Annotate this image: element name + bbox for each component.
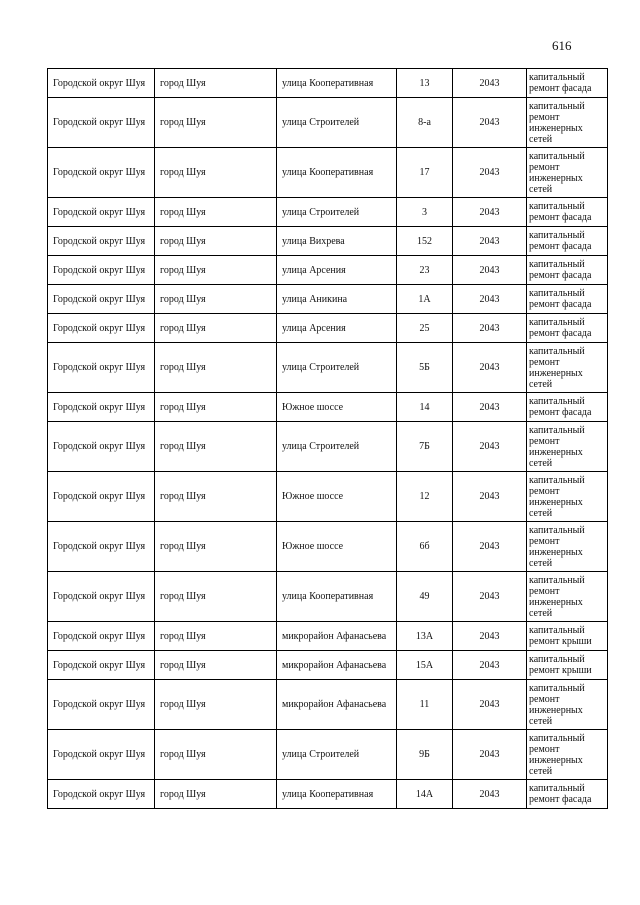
city-cell: город Шуя bbox=[155, 522, 277, 572]
table-row bbox=[48, 343, 608, 393]
table-row bbox=[48, 227, 608, 256]
table-row bbox=[48, 572, 608, 622]
table-row bbox=[48, 680, 608, 730]
table-body bbox=[48, 69, 608, 809]
house-number-cell: 5Б bbox=[397, 343, 453, 393]
street-cell: улица Кооперативная bbox=[277, 780, 397, 809]
year-cell: 2043 bbox=[453, 69, 527, 98]
year-cell: 2043 bbox=[453, 422, 527, 472]
district-cell: Городской округ Шуя bbox=[48, 148, 155, 198]
table-row bbox=[48, 522, 608, 572]
house-number-cell: 15А bbox=[397, 651, 453, 680]
district-cell: Городской округ Шуя bbox=[48, 422, 155, 472]
street-cell: улица Строителей bbox=[277, 422, 397, 472]
repair-schedule-table bbox=[47, 68, 608, 809]
table-row bbox=[48, 651, 608, 680]
street-cell: улица Кооперативная bbox=[277, 148, 397, 198]
table-row bbox=[48, 285, 608, 314]
district-cell: Городской округ Шуя bbox=[48, 393, 155, 422]
house-number-cell: 1А bbox=[397, 285, 453, 314]
district-cell: Городской округ Шуя bbox=[48, 98, 155, 148]
street-cell: улица Арсения bbox=[277, 256, 397, 285]
table-row bbox=[48, 256, 608, 285]
city-cell: город Шуя bbox=[155, 730, 277, 780]
house-number-cell: 17 bbox=[397, 148, 453, 198]
work-type-cell: капитальный ремонт инженерных сетей bbox=[527, 572, 608, 622]
district-cell: Городской округ Шуя bbox=[48, 343, 155, 393]
table-row bbox=[48, 393, 608, 422]
district-cell: Городской округ Шуя bbox=[48, 622, 155, 651]
street-cell: улица Арсения bbox=[277, 314, 397, 343]
work-type-cell: капитальный ремонт фасада bbox=[527, 285, 608, 314]
house-number-cell: 152 bbox=[397, 227, 453, 256]
work-type-cell: капитальный ремонт инженерных сетей bbox=[527, 98, 608, 148]
year-cell: 2043 bbox=[453, 522, 527, 572]
street-cell: микрорайон Афанасьева bbox=[277, 651, 397, 680]
table-row bbox=[48, 198, 608, 227]
table-row bbox=[48, 730, 608, 780]
year-cell: 2043 bbox=[453, 680, 527, 730]
street-cell: улица Строителей bbox=[277, 730, 397, 780]
work-type-cell: капитальный ремонт инженерных сетей bbox=[527, 730, 608, 780]
year-cell: 2043 bbox=[453, 622, 527, 651]
year-cell: 2043 bbox=[453, 148, 527, 198]
house-number-cell: 12 bbox=[397, 472, 453, 522]
city-cell: город Шуя bbox=[155, 285, 277, 314]
street-cell: улица Строителей bbox=[277, 98, 397, 148]
city-cell: город Шуя bbox=[155, 472, 277, 522]
house-number-cell: 3 bbox=[397, 198, 453, 227]
work-type-cell: капитальный ремонт крыши bbox=[527, 651, 608, 680]
work-type-cell: капитальный ремонт фасада bbox=[527, 393, 608, 422]
city-cell: город Шуя bbox=[155, 393, 277, 422]
house-number-cell: 9Б bbox=[397, 730, 453, 780]
work-type-cell: капитальный ремонт инженерных сетей bbox=[527, 343, 608, 393]
district-cell: Городской округ Шуя bbox=[48, 285, 155, 314]
district-cell: Городской округ Шуя bbox=[48, 572, 155, 622]
year-cell: 2043 bbox=[453, 472, 527, 522]
work-type-cell: капитальный ремонт фасада bbox=[527, 69, 608, 98]
table-row bbox=[48, 314, 608, 343]
city-cell: город Шуя bbox=[155, 314, 277, 343]
house-number-cell: 6б bbox=[397, 522, 453, 572]
district-cell: Городской округ Шуя bbox=[48, 472, 155, 522]
city-cell: город Шуя bbox=[155, 572, 277, 622]
year-cell: 2043 bbox=[453, 343, 527, 393]
city-cell: город Шуя bbox=[155, 680, 277, 730]
work-type-cell: капитальный ремонт фасада bbox=[527, 227, 608, 256]
house-number-cell: 11 bbox=[397, 680, 453, 730]
city-cell: город Шуя bbox=[155, 651, 277, 680]
district-cell: Городской округ Шуя bbox=[48, 651, 155, 680]
district-cell: Городской округ Шуя bbox=[48, 314, 155, 343]
street-cell: улица Кооперативная bbox=[277, 572, 397, 622]
city-cell: город Шуя bbox=[155, 148, 277, 198]
year-cell: 2043 bbox=[453, 256, 527, 285]
table-row bbox=[48, 98, 608, 148]
year-cell: 2043 bbox=[453, 98, 527, 148]
house-number-cell: 49 bbox=[397, 572, 453, 622]
district-cell: Городской округ Шуя bbox=[48, 522, 155, 572]
street-cell: улица Вихрева bbox=[277, 227, 397, 256]
year-cell: 2043 bbox=[453, 780, 527, 809]
year-cell: 2043 bbox=[453, 393, 527, 422]
house-number-cell: 14 bbox=[397, 393, 453, 422]
work-type-cell: капитальный ремонт инженерных сетей bbox=[527, 680, 608, 730]
work-type-cell: капитальный ремонт инженерных сетей bbox=[527, 422, 608, 472]
house-number-cell: 14А bbox=[397, 780, 453, 809]
year-cell: 2043 bbox=[453, 572, 527, 622]
work-type-cell: капитальный ремонт инженерных сетей bbox=[527, 148, 608, 198]
house-number-cell: 13 bbox=[397, 69, 453, 98]
street-cell: Южное шоссе bbox=[277, 393, 397, 422]
city-cell: город Шуя bbox=[155, 69, 277, 98]
year-cell: 2043 bbox=[453, 314, 527, 343]
work-type-cell: капитальный ремонт крыши bbox=[527, 622, 608, 651]
city-cell: город Шуя bbox=[155, 256, 277, 285]
street-cell: улица Строителей bbox=[277, 198, 397, 227]
street-cell: Южное шоссе bbox=[277, 522, 397, 572]
year-cell: 2043 bbox=[453, 285, 527, 314]
city-cell: город Шуя bbox=[155, 98, 277, 148]
work-type-cell: капитальный ремонт фасада bbox=[527, 780, 608, 809]
house-number-cell: 23 bbox=[397, 256, 453, 285]
work-type-cell: капитальный ремонт фасада bbox=[527, 256, 608, 285]
city-cell: город Шуя bbox=[155, 343, 277, 393]
district-cell: Городской округ Шуя bbox=[48, 227, 155, 256]
street-cell: улица Аникина bbox=[277, 285, 397, 314]
district-cell: Городской округ Шуя bbox=[48, 256, 155, 285]
district-cell: Городской округ Шуя bbox=[48, 198, 155, 227]
table-row bbox=[48, 69, 608, 98]
work-type-cell: капитальный ремонт инженерных сетей bbox=[527, 522, 608, 572]
house-number-cell: 25 bbox=[397, 314, 453, 343]
year-cell: 2043 bbox=[453, 198, 527, 227]
street-cell: микрорайон Афанасьева bbox=[277, 680, 397, 730]
year-cell: 2043 bbox=[453, 651, 527, 680]
table-row bbox=[48, 472, 608, 522]
year-cell: 2043 bbox=[453, 227, 527, 256]
street-cell: улица Кооперативная bbox=[277, 69, 397, 98]
page-number: 616 bbox=[552, 38, 572, 53]
table-row bbox=[48, 148, 608, 198]
table-row bbox=[48, 622, 608, 651]
district-cell: Городской округ Шуя bbox=[48, 69, 155, 98]
house-number-cell: 13А bbox=[397, 622, 453, 651]
house-number-cell: 8-а bbox=[397, 98, 453, 148]
city-cell: город Шуя bbox=[155, 422, 277, 472]
work-type-cell: капитальный ремонт фасада bbox=[527, 314, 608, 343]
table-row bbox=[48, 422, 608, 472]
table-row bbox=[48, 780, 608, 809]
work-type-cell: капитальный ремонт фасада bbox=[527, 198, 608, 227]
work-type-cell: капитальный ремонт инженерных сетей bbox=[527, 472, 608, 522]
house-number-cell: 7Б bbox=[397, 422, 453, 472]
district-cell: Городской округ Шуя bbox=[48, 680, 155, 730]
district-cell: Городской округ Шуя bbox=[48, 780, 155, 809]
street-cell: улица Строителей bbox=[277, 343, 397, 393]
city-cell: город Шуя bbox=[155, 622, 277, 651]
district-cell: Городской округ Шуя bbox=[48, 730, 155, 780]
year-cell: 2043 bbox=[453, 730, 527, 780]
city-cell: город Шуя bbox=[155, 227, 277, 256]
city-cell: город Шуя bbox=[155, 198, 277, 227]
street-cell: микрорайон Афанасьева bbox=[277, 622, 397, 651]
city-cell: город Шуя bbox=[155, 780, 277, 809]
street-cell: Южное шоссе bbox=[277, 472, 397, 522]
